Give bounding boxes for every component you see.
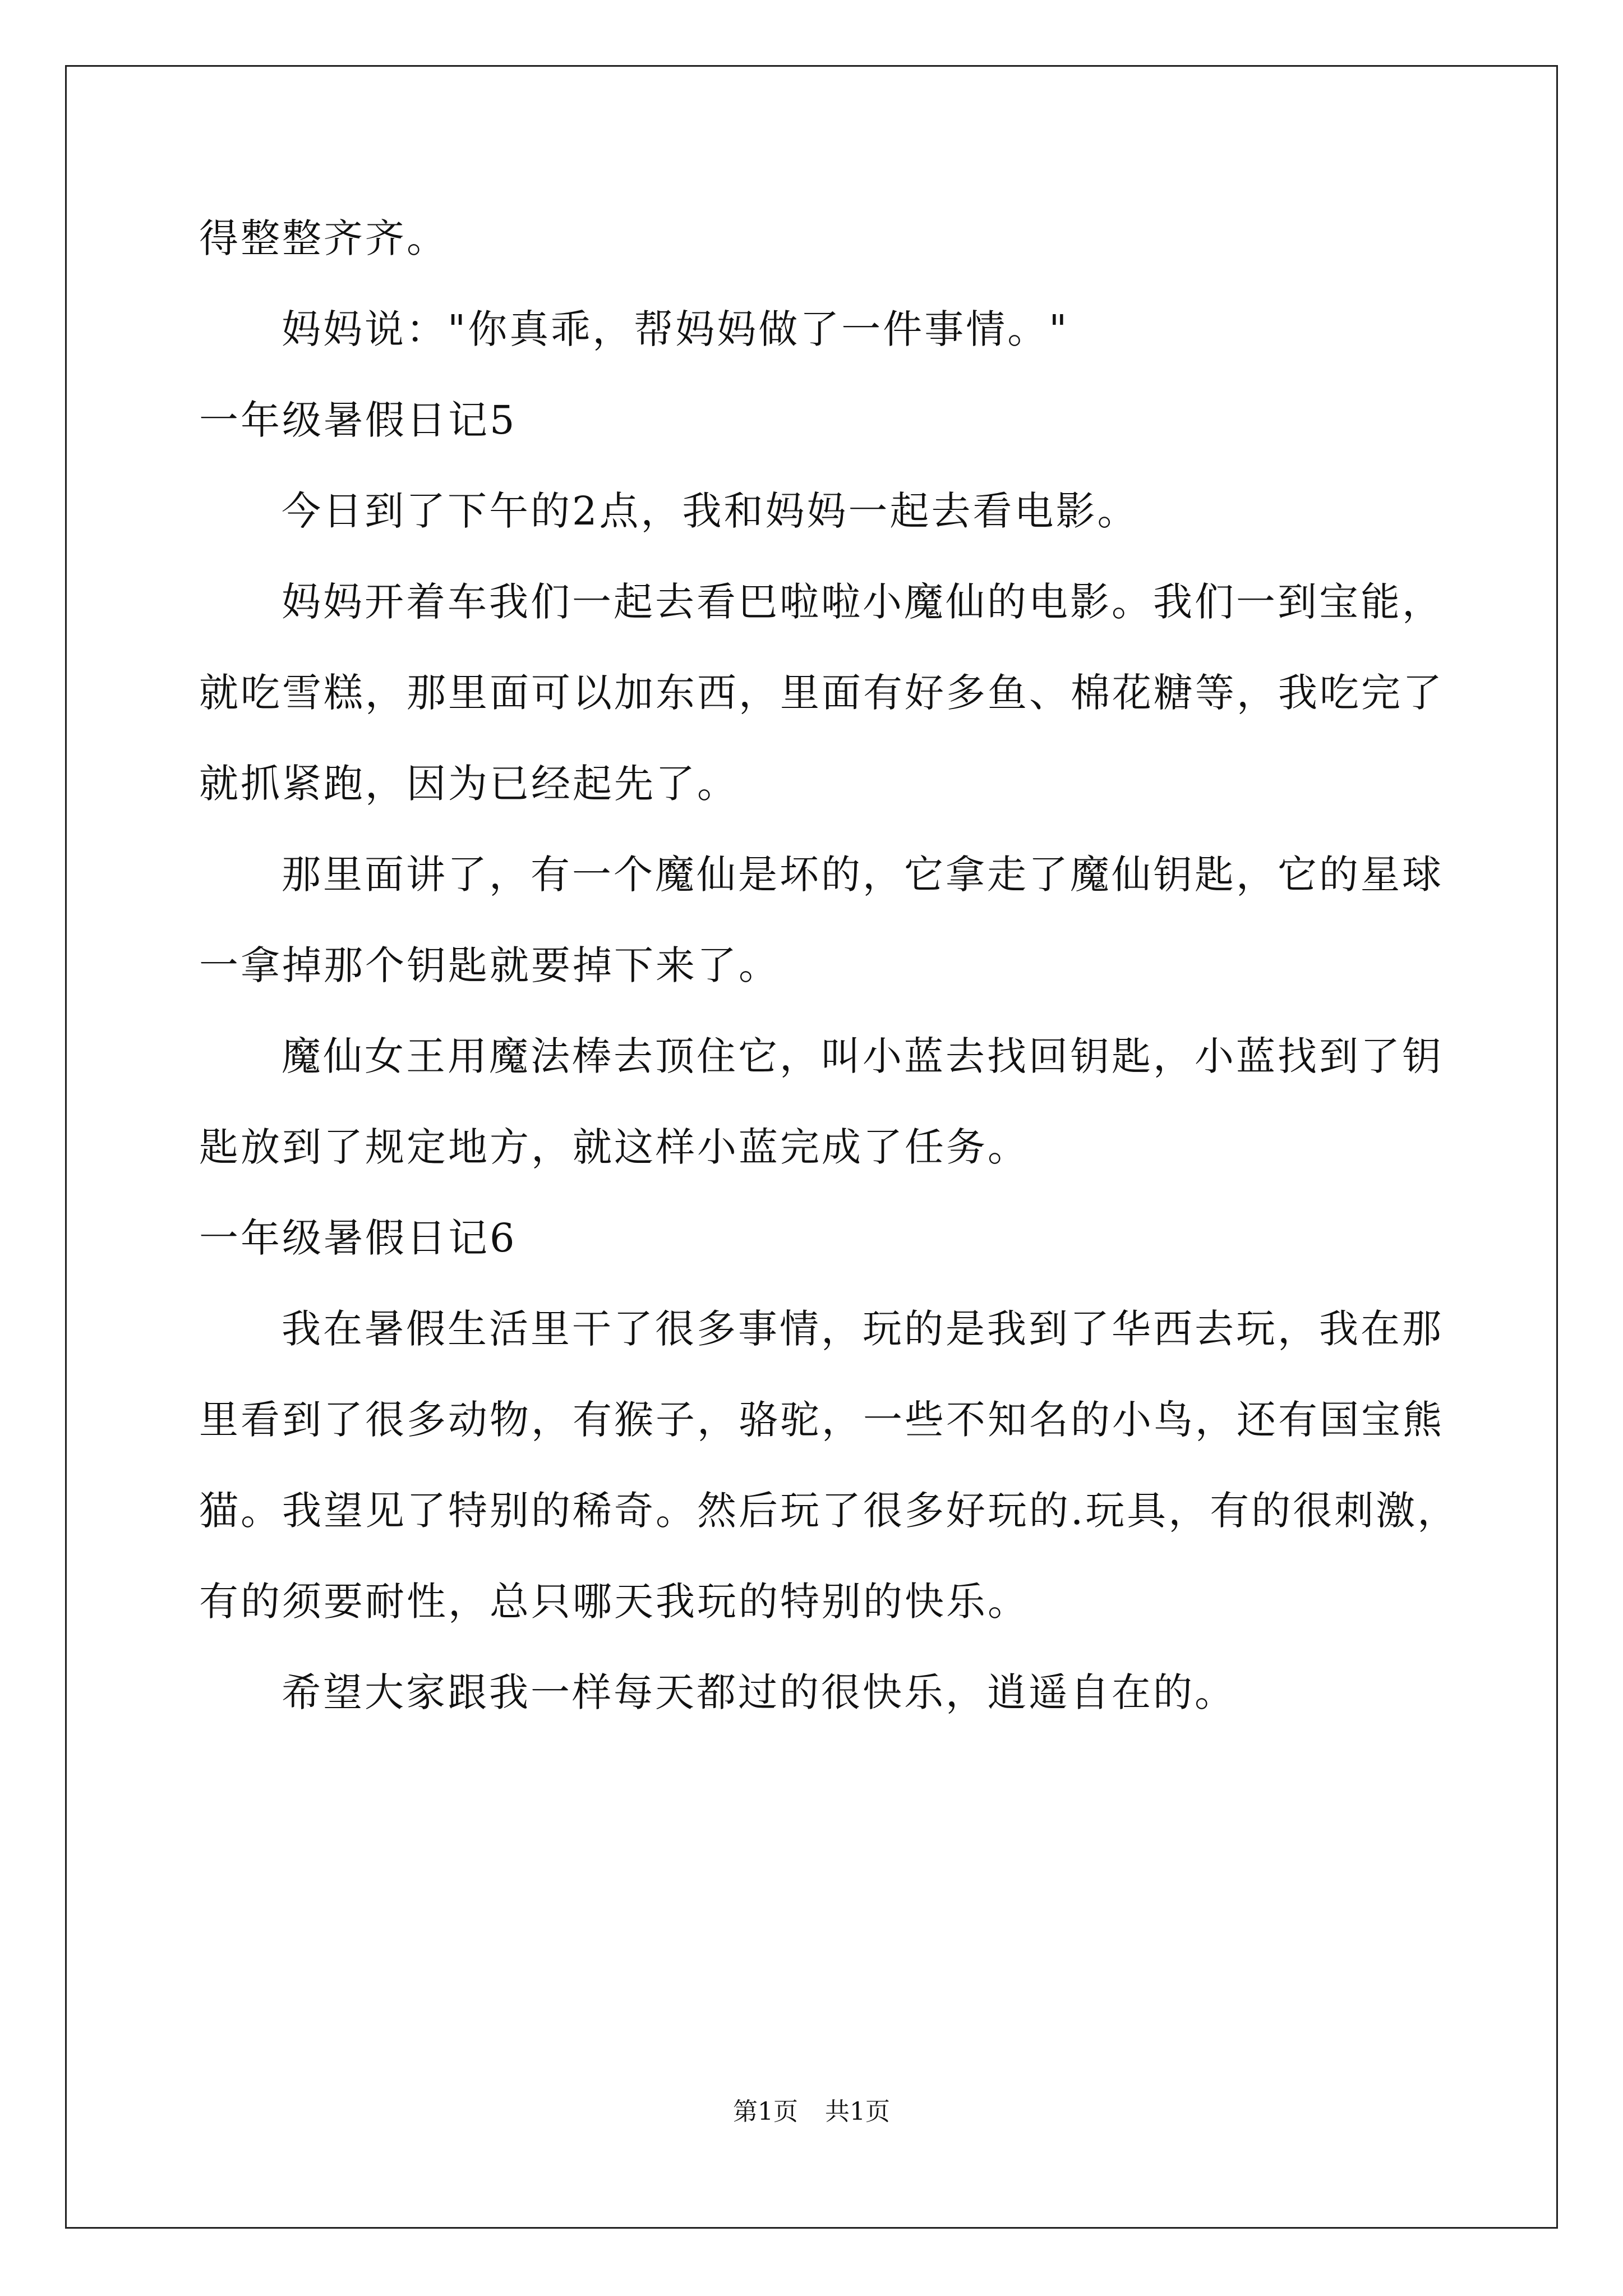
- text-line: 一拿掉那个钥匙就要掉下来了。: [199, 942, 780, 988]
- text-line: 希望大家跟我一样每天都过的很快乐，逍遥自在的。: [282, 1669, 1236, 1715]
- text-line: 妈妈说："你真乖，帮妈妈做了一件事情。": [282, 306, 1069, 352]
- text-line: 里看到了很多动物，有猴子，骆驼，一些不知名的小鸟，还有国宝熊: [199, 1397, 1444, 1443]
- page-footer: [0, 2095, 1623, 2129]
- text-line: 得整整齐齐。: [199, 215, 448, 261]
- text-line: 妈妈开着车我们一起去看巴啦啦小魔仙的电影。我们一到宝能，: [282, 579, 1444, 625]
- text-line: 匙放到了规定地方，就这样小蓝完成了任务。: [199, 1124, 1029, 1170]
- text-line: 我在暑假生活里干了很多事情，玩的是我到了华西去玩，我在那: [282, 1306, 1444, 1352]
- text-line: 猫。我望见了特别的稀奇。然后玩了很多好玩的.玩具，有的很刺激，: [199, 1488, 1459, 1534]
- section-heading: 一年级暑假日记5: [199, 397, 517, 443]
- page-total: 共1页: [825, 2097, 890, 2126]
- text-line: 那里面讲了，有一个魔仙是坏的，它拿走了魔仙钥匙，它的星球: [282, 852, 1444, 898]
- text-line: 有的须要耐性，总只哪天我玩的特别的快乐。: [199, 1579, 1029, 1625]
- text-line: 就吃雪糕，那里面可以加东西，里面有好多鱼、棉花糖等，我吃完了: [199, 670, 1444, 716]
- section-heading: 一年级暑假日记6: [199, 1215, 517, 1261]
- text-line: 今日到了下午的2点，我和妈妈一起去看电影。: [282, 488, 1139, 534]
- text-line: 就抓紧跑，因为已经起先了。: [199, 761, 739, 807]
- text-line: 魔仙女王用魔法棒去顶住它，叫小蓝去找回钥匙，小蓝找到了钥: [282, 1033, 1444, 1079]
- page-number: 第1页: [733, 2097, 798, 2126]
